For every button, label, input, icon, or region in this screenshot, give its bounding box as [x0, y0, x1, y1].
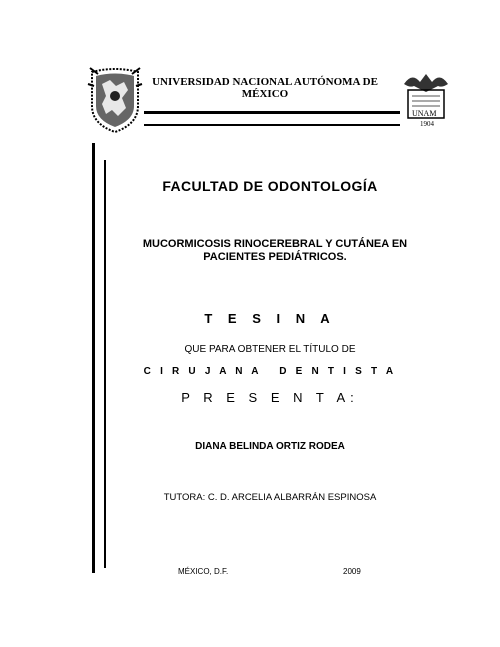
header-rule-thick	[144, 111, 400, 114]
presents-line: P R E S E N T A:	[181, 390, 359, 405]
place-label: MÉXICO, D.F.	[178, 567, 229, 576]
document-type: T E S I N A	[204, 311, 336, 326]
crest-year-label: 1904	[420, 120, 434, 128]
margin-rule-thin	[104, 160, 106, 568]
year-label: 2009	[343, 567, 361, 576]
university-title: UNIVERSIDAD NACIONAL AUTÓNOMA DE MÉXICO	[152, 76, 378, 100]
tutor-line: TUTORA: C. D. ARCELIA ALBARRÁN ESPINOSA	[163, 492, 377, 503]
margin-rule-thick	[92, 143, 95, 573]
author-name: DIANA BELINDA ORTIZ RODEA	[195, 441, 345, 452]
faculty-name: FACULTAD DE ODONTOLOGÍA	[162, 178, 378, 194]
header-rule-thin	[144, 124, 400, 126]
thesis-topic: MUCORMICOSIS RINOCEREBRAL Y CUTÁNEA EN PACIENTES PEDIÁTRICOS.	[142, 238, 408, 263]
degree-title: C I R U J A N A D E N T I S T A	[143, 366, 397, 377]
unam-shield-icon	[86, 66, 144, 134]
crest-unam-label: UNAM	[412, 109, 437, 118]
unam-eagle-seal-icon	[398, 70, 454, 136]
purpose-line: QUE PARA OBTENER EL TÍTULO DE	[184, 344, 356, 355]
